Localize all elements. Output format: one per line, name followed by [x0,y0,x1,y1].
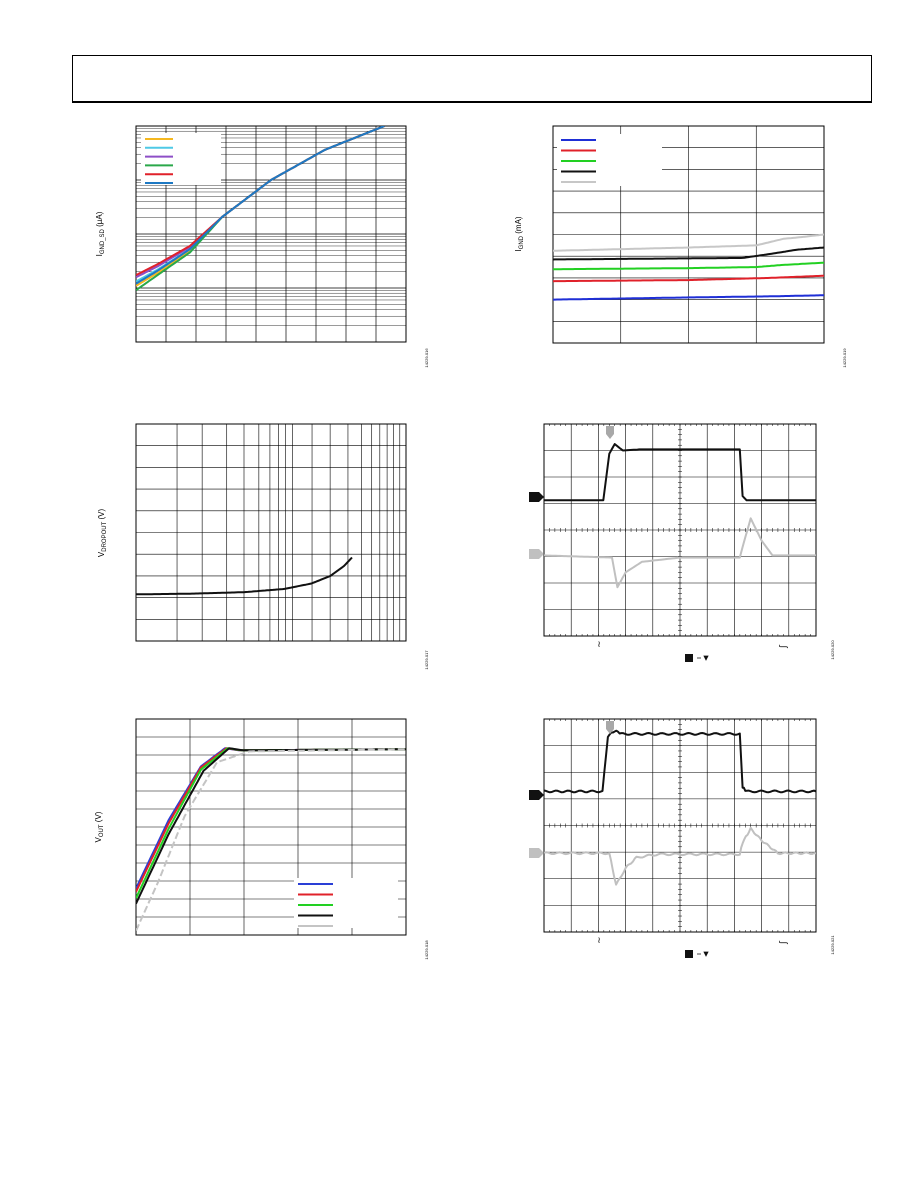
load-transient-2-channel-1-marker [529,790,544,800]
ignd-chart [514,126,847,368]
load-transient-1-ch2-coupling-icon: ʃ [779,644,789,648]
vout-startup-chart [94,719,429,960]
load-transient-1-chart [529,424,835,662]
vout-startup-legend-box [294,878,398,928]
load-transient-2-channel-2-marker [529,848,544,858]
load-transient-1-channel-2-marker [529,549,544,559]
load-transient-1-figure-code: 14229-020 [830,640,835,660]
vdropout-chart [97,424,429,670]
vdropout-figure-code: 14229-017 [424,650,429,670]
load-transient-1-trigger-level-icon [697,656,708,660]
ignd-sd-chart [95,126,429,368]
ignd-y-axis-label: $I_{GND}$ (mA) [514,216,525,252]
load-transient-1-trigger-source-icon [685,654,693,662]
load-transient-2-trigger-level-icon [697,952,708,956]
ignd-figure-code: 14229-019 [842,348,847,368]
load-transient-1-channel-1-marker [529,492,544,502]
vout-startup-y-axis-label: $V_{OUT}$ (V) [94,811,105,843]
load-transient-1-ch1-coupling-icon: ~ [595,640,605,648]
load-transient-2-ch1-coupling-icon: ~ [595,936,605,944]
load-transient-2-trigger-source-icon [685,950,693,958]
ignd-sd-legend-box [141,133,221,185]
vdropout-y-axis-label: $V_{DROPOUT}$ (V) [97,508,108,558]
load-transient-1-trigger-marker [606,426,614,439]
load-transient-2-figure-code: 14229-021 [830,935,835,955]
vout-startup-series-line-2 [136,748,406,898]
ignd-sd-y-axis-label: $I_{GND\_SD}$ (µA) [95,211,106,257]
vout-startup-figure-code: 14229-018 [424,940,429,960]
load-transient-2-ch2-coupling-icon: ʃ [779,940,789,944]
ignd-sd-figure-code: 14229-016 [424,348,429,368]
load-transient-2-chart [529,719,835,958]
